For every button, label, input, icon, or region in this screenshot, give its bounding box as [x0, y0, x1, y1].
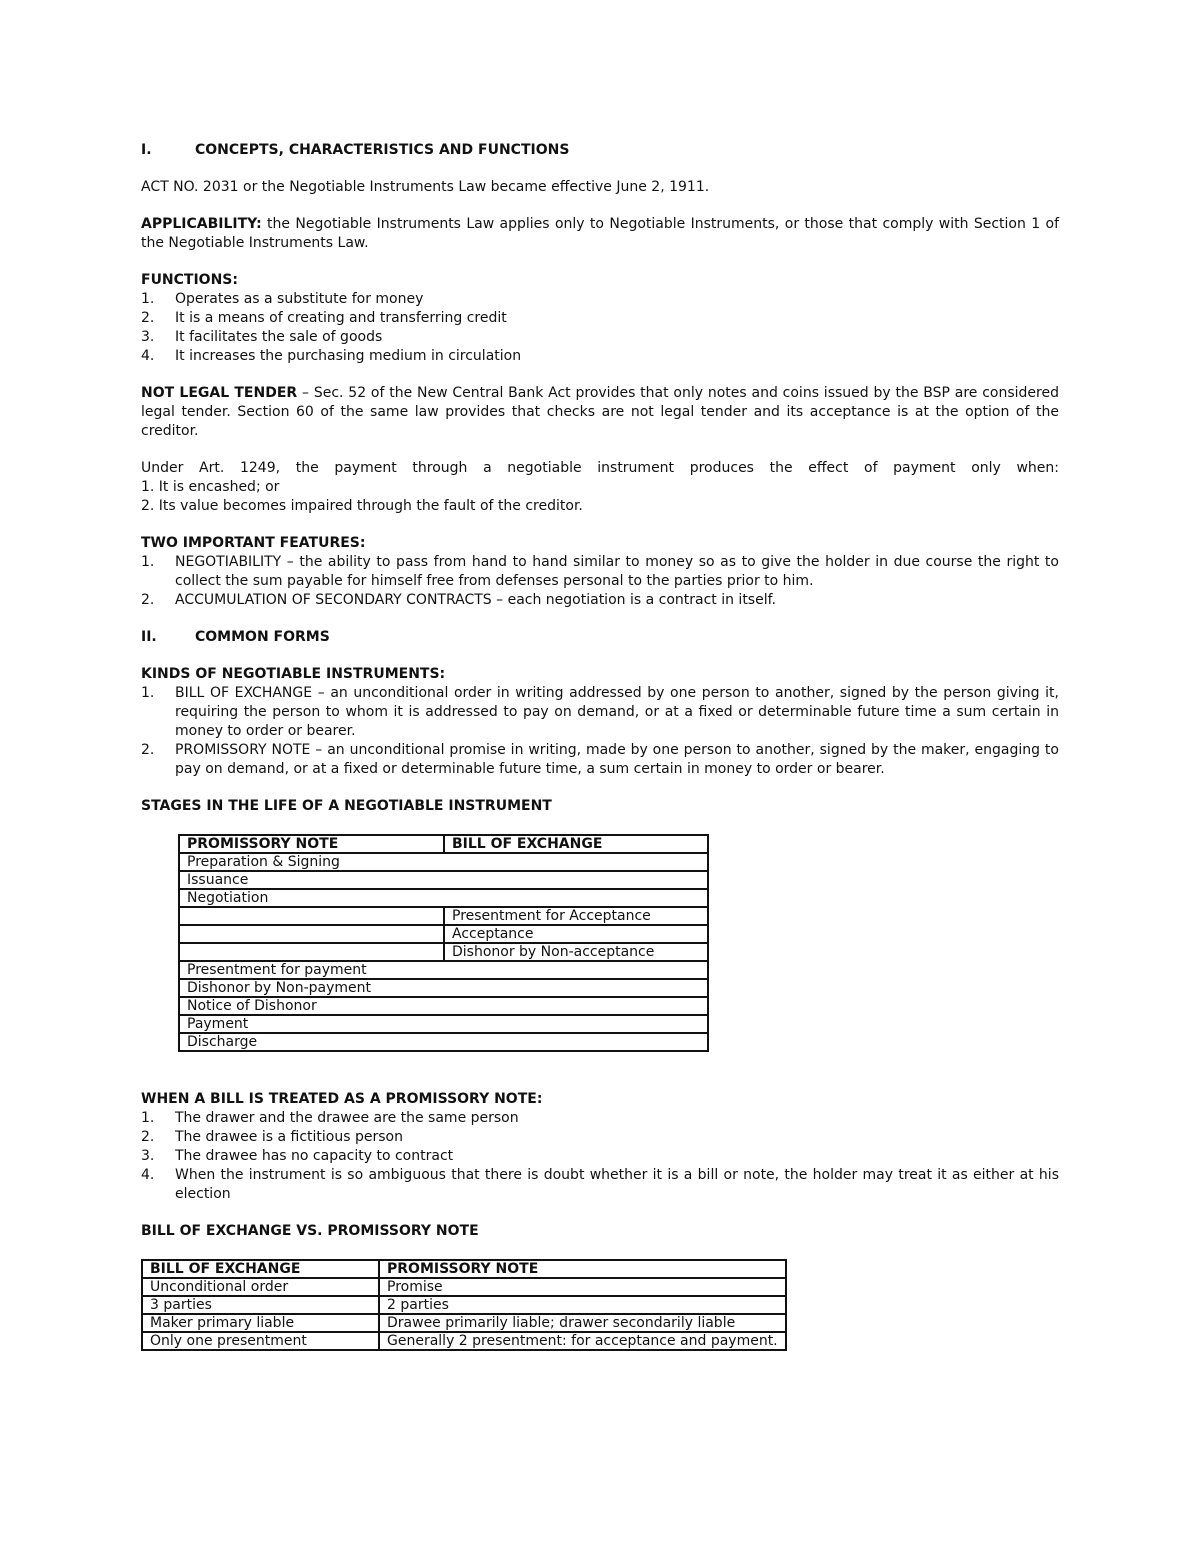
section-heading-2	[141, 628, 1059, 647]
table-cell: Maker primary liable	[142, 1314, 379, 1332]
table-row	[142, 1332, 786, 1350]
table-row	[179, 1033, 708, 1051]
column-header: BILL OF EXCHANGE	[142, 1260, 379, 1278]
applicability-text: the Negotiable Instruments Law applies only to Negotiable Instruments, or those that comply with Section 1 of the Negotiable Instruments Law.	[141, 216, 1059, 251]
table-cell-empty	[179, 925, 444, 943]
table-row	[142, 1278, 786, 1296]
legal-tender-text: – Sec. 52 of the New Central Bank Act provides that only notes and coins issued by the BSP are considered legal tender. Section 60 of the same law provides that checks are not legal tender and its acceptance is at the option of the creditor.	[141, 385, 1059, 439]
list-item: 3. It facilitates the sale of goods	[141, 329, 383, 345]
section-number: I.	[141, 142, 152, 158]
table-row	[179, 943, 708, 961]
legal-tender-paragraph	[141, 384, 1059, 441]
section-number: II.	[141, 629, 157, 645]
table-row	[179, 889, 708, 907]
table-row	[142, 1296, 786, 1314]
applicability-paragraph	[141, 215, 1059, 253]
treated-list	[141, 1109, 1059, 1204]
section-title: COMMON FORMS	[195, 629, 330, 645]
applicability-label: APPLICABILITY:	[141, 216, 262, 232]
kinds-heading: KINDS OF NEGOTIABLE INSTRUMENTS:	[141, 666, 446, 682]
functions-heading: FUNCTIONS:	[141, 272, 238, 288]
table-cell: 2 parties	[379, 1296, 786, 1314]
list-item: 2. It is a means of creating and transferring credit	[141, 310, 507, 326]
list-item: 3. The drawee has no capacity to contract	[141, 1148, 454, 1164]
table-cell: Presentment for payment	[179, 961, 708, 979]
list-item: 4. When the instrument is so ambiguous that there is doubt whether it is a bill or note, the holder may treat it as either at his election	[141, 1167, 1059, 1202]
table-cell: Discharge	[179, 1033, 708, 1051]
section-heading-1	[141, 141, 1059, 160]
table-cell: Dishonor by Non-payment	[179, 979, 708, 997]
kinds-list	[141, 684, 1059, 779]
features-list	[141, 553, 1059, 610]
column-header: BILL OF EXCHANGE	[444, 835, 708, 853]
table-cell: Payment	[179, 1015, 708, 1033]
table-cell: Negotiation	[179, 889, 708, 907]
legal-tender-label: NOT LEGAL TENDER	[141, 385, 298, 401]
table-cell-empty	[179, 907, 444, 925]
table-cell-empty	[179, 943, 444, 961]
table-row	[179, 997, 708, 1015]
art1249-intro: Under Art. 1249, the payment through a negotiable instrument produces the effect of payment only when:	[141, 460, 1059, 476]
table-row	[142, 1314, 786, 1332]
table-cell: Notice of Dishonor	[179, 997, 708, 1015]
table-row	[179, 907, 708, 925]
table-cell: Promise	[379, 1278, 786, 1296]
compare-heading: BILL OF EXCHANGE VS. PROMISSORY NOTE	[141, 1223, 479, 1239]
table-header-row	[142, 1260, 786, 1278]
list-item: 1. The drawer and the drawee are the same person	[141, 1110, 519, 1126]
list-item: 1. Operates as a substitute for money	[141, 291, 424, 307]
column-header: PROMISSORY NOTE	[379, 1260, 786, 1278]
table-cell: Only one presentment	[142, 1332, 379, 1350]
functions-list	[141, 290, 1059, 366]
table-row	[179, 925, 708, 943]
table-cell: Unconditional order	[142, 1278, 379, 1296]
art1249-line-1: 1. It is encashed; or	[141, 479, 280, 495]
table-cell: 3 parties	[142, 1296, 379, 1314]
list-item: 2. ACCUMULATION OF SECONDARY CONTRACTS – each negotiation is a contract in itself.	[141, 592, 776, 608]
list-item: 2. The drawee is a fictitious person	[141, 1129, 403, 1145]
table-cell: Preparation & Signing	[179, 853, 708, 871]
table-row	[179, 961, 708, 979]
list-item: 1. NEGOTIABILITY – the ability to pass from hand to hand similar to money so as to give the holder in due course the right to collect the sum payable for himself free from defenses personal to the parties prior to him.	[141, 554, 1059, 589]
section-title: CONCEPTS, CHARACTERISTICS AND FUNCTIONS	[195, 142, 570, 158]
table-cell: Generally 2 presentment: for acceptance and payment.	[379, 1332, 786, 1350]
act-line: ACT NO. 2031 or the Negotiable Instruments Law became effective June 2, 1911.	[141, 179, 710, 195]
table-row	[179, 979, 708, 997]
list-item: 4. It increases the purchasing medium in circulation	[141, 348, 522, 364]
table-row	[179, 871, 708, 889]
table-cell: Drawee primarily liable; drawer secondarily liable	[379, 1314, 786, 1332]
document-page	[141, 141, 1059, 1351]
features-heading: TWO IMPORTANT FEATURES:	[141, 535, 366, 551]
stages-table	[178, 834, 709, 1052]
table-cell: Dishonor by Non-acceptance	[444, 943, 708, 961]
column-header: PROMISSORY NOTE	[179, 835, 444, 853]
list-item: 2. PROMISSORY NOTE – an unconditional promise in writing, made by one person to another, signed by the maker, engaging to pay on demand, or at a fixed or determinable future time, a sum certain in money to order or bearer.	[141, 742, 1059, 777]
table-cell: Presentment for Acceptance	[444, 907, 708, 925]
list-item: 1. BILL OF EXCHANGE – an unconditional order in writing addressed by one person to another, signed by the person giving it, requiring the person to whom it is addressed to pay on demand, or at a fixed or determinable future time a sum certain in money to order or bearer.	[141, 685, 1059, 739]
table-row	[179, 853, 708, 871]
stages-heading: STAGES IN THE LIFE OF A NEGOTIABLE INSTRUMENT	[141, 798, 552, 814]
table-header-row	[179, 835, 708, 853]
treated-heading: WHEN A BILL IS TREATED AS A PROMISSORY NOTE:	[141, 1091, 543, 1107]
compare-table	[141, 1259, 787, 1351]
table-row	[179, 1015, 708, 1033]
art1249-line-2: 2. Its value becomes impaired through the fault of the creditor.	[141, 498, 583, 514]
table-cell: Acceptance	[444, 925, 708, 943]
table-cell: Issuance	[179, 871, 708, 889]
